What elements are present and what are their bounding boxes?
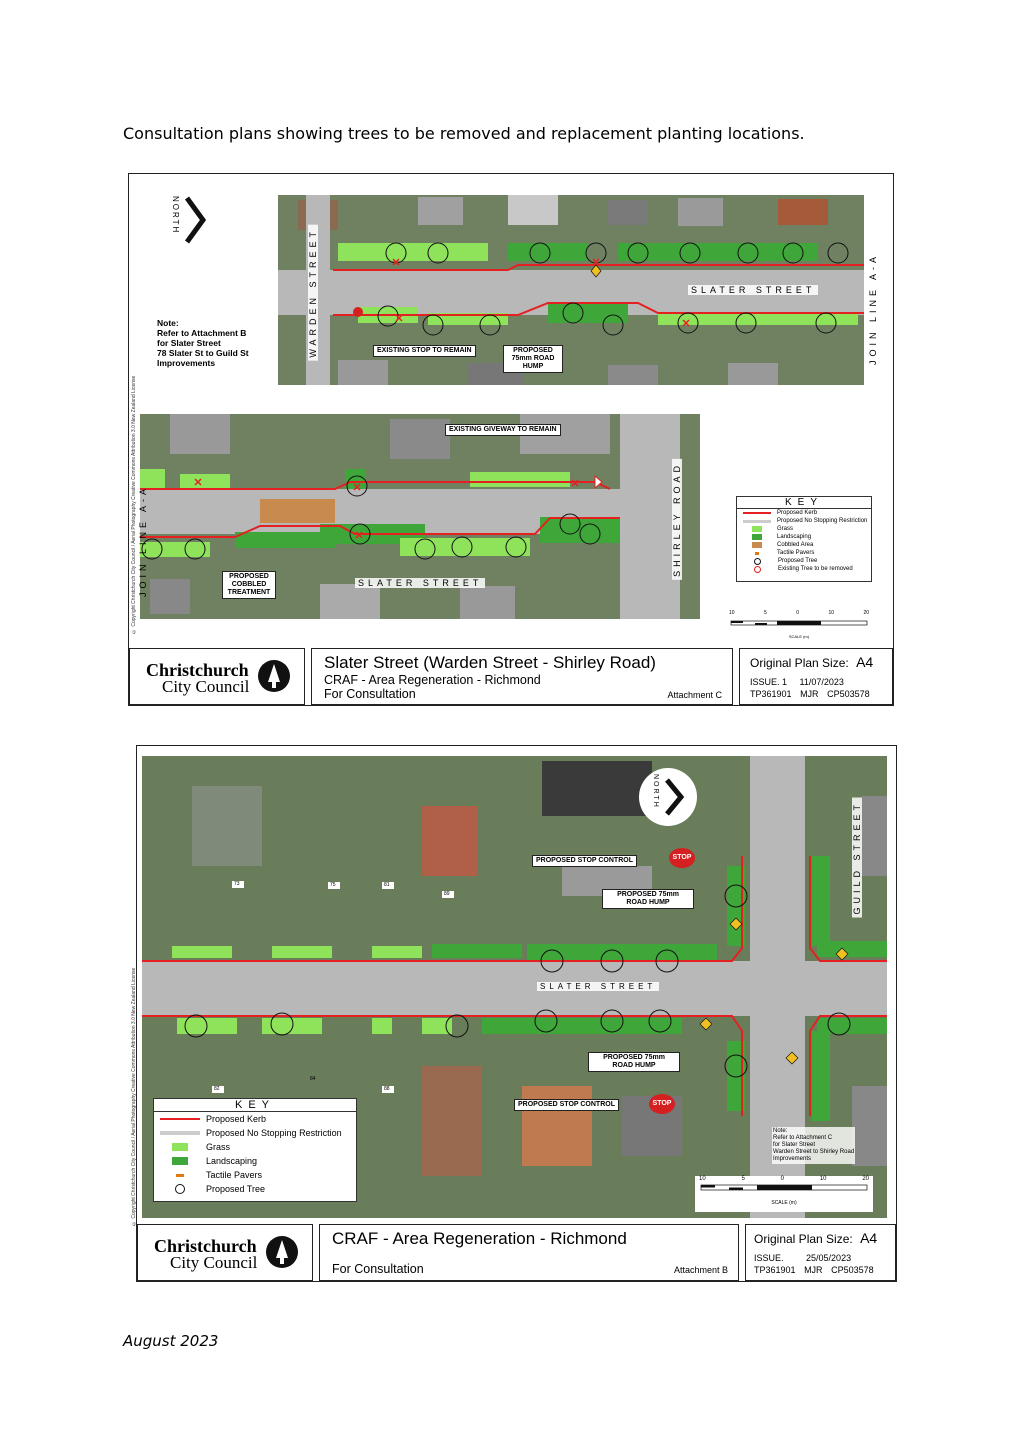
plan2-key: KEY Proposed Kerb Proposed No Stopping Restriction Grass Landscaping Tactile Pavers Proposed Tree (153, 1098, 357, 1202)
plan2-swatch-landscaping (172, 1157, 188, 1165)
plan1-ref1: TP361901 (750, 689, 792, 699)
logo-text-line1: Christchurch (146, 660, 249, 680)
tree-removed-icon (754, 566, 761, 573)
plan2-logo-text-line2: City Council (170, 1253, 258, 1272)
plan1-logo-block (129, 648, 305, 705)
label-cobbled-treatment: PROPOSED COBBLED TREATMENT (222, 571, 276, 599)
plan1-copyright: © Copyright Christchurch City Council / Aerial Photography Creative Commons Attribution 3.0 New Zealand License (131, 375, 137, 634)
plan2-attachment: Attachment B (673, 1265, 728, 1275)
plan1-scale-bar: 10 5 0 10 20 SCALE (m) (729, 610, 869, 639)
plan2-purpose: For Consultation (332, 1262, 424, 1276)
plan2-date: 25/05/2023 (806, 1253, 852, 1263)
plan2-logo-text-line1: Christchurch (154, 1236, 257, 1256)
document-date: August 2023 (123, 1332, 219, 1350)
join-line-label-left: JOIN LINE A-A (138, 485, 148, 598)
plan2-north-arrow-icon (639, 768, 697, 826)
swatch-tactile (755, 552, 759, 555)
plan2-north-label: NORTH (652, 774, 659, 809)
plan2-title: CRAF - Area Regeneration - Richmond (332, 1229, 627, 1248)
plan2-copyright: © Copyright Christchurch City Council / Aerial Photography Creative Commons Attribution 3.0 New Zealand License (131, 967, 137, 1226)
plan2-label-hump-top: PROPOSED 75mm ROAD HUMP (602, 889, 694, 909)
intro-text: Consultation plans showing trees to be removed and replacement planting locations. (123, 124, 805, 143)
plan2-map: NORTH SLATER STREET GUILD STREET PROPOSED STOP CONTROL STOP PROPOSED 75mm ROAD HUMP PROPOSED 75mm ROAD HUMP PROPOSED STOP CONTROL STOP Note: Refer to Attachment C for Slater Street Warden Street to Shirley Road Improvements 73 75 81 89 82 88 84 (142, 756, 887, 1218)
plan1-map-upper (278, 195, 878, 385)
plan1-note: Note: Refer to Attachment B for Slater Street 78 Slater St to Guild St Improvements (157, 318, 249, 368)
north-label: NORTH (171, 196, 180, 235)
plan2-slater-street-label: SLATER STREET (537, 982, 659, 991)
plan2-label-stop-bottom: PROPOSED STOP CONTROL (514, 1099, 619, 1111)
label-existing-stop: EXISTING STOP TO REMAIN (373, 345, 476, 357)
plan2-title-block (319, 1224, 739, 1281)
plan2-plan-size: A4 (860, 1230, 878, 1246)
warden-street-label: WARDEN STREET (308, 225, 318, 361)
plan-sheet-2 (131, 745, 897, 1282)
swatch-no-stopping (743, 520, 771, 523)
plan-sheet-1 (128, 173, 894, 706)
plan1-attachment: Attachment C (667, 690, 722, 700)
stop-sign-icon-bottom: STOP (649, 1094, 675, 1114)
plan2-label-stop-top: PROPOSED STOP CONTROL (532, 855, 637, 867)
plan1-map-lower (140, 414, 700, 619)
label-existing-giveway: EXISTING GIVEWAY TO REMAIN (445, 424, 561, 436)
plan1-title: Slater Street (Warden Street - Shirley Road) (324, 653, 656, 672)
shirley-road-label: SHIRLEY ROAD (672, 459, 682, 580)
plan2-ref3: CP503578 (831, 1265, 874, 1275)
swatch-kerb (743, 512, 771, 514)
plan2-ref1: TP361901 (754, 1265, 796, 1275)
plan2-scale-bar: 10 5 0 10 20 SCALE (m) (695, 1176, 873, 1212)
plan2-council-logo-icon (264, 1234, 300, 1270)
stop-sign-icon-top: STOP (669, 848, 695, 868)
plan2-plan-size-label: Original Plan Size: (754, 1232, 853, 1246)
plan1-date: 11/07/2023 (799, 677, 844, 687)
slater-street-label-upper: SLATER STREET (688, 285, 818, 295)
plan2-guild-street-label: GUILD STREET (852, 798, 862, 918)
swatch-landscaping (752, 534, 762, 540)
plan1-subtitle: CRAF - Area Regeneration - Richmond (324, 673, 541, 687)
plan2-swatch-no-stopping (160, 1131, 200, 1135)
slater-street-label-lower: SLATER STREET (355, 578, 485, 588)
council-logo-icon (256, 658, 292, 694)
plan2-tree-icon (175, 1184, 185, 1194)
plan1-purpose: For Consultation (324, 687, 416, 701)
plan2-key-title: KEY (154, 1099, 356, 1112)
plan1-title-block (311, 648, 733, 705)
plan-size: A4 (856, 654, 874, 670)
plan2-issue: ISSUE. (754, 1253, 784, 1263)
logo-text-line2: City Council (162, 677, 250, 696)
tree-icon (754, 558, 761, 565)
join-line-label-right: JOIN LINE A-A (868, 253, 878, 366)
swatch-cobbled (752, 542, 762, 548)
swatch-grass (752, 526, 762, 532)
plan1-issue: ISSUE. 1 (750, 677, 788, 687)
plan1-info-block (739, 648, 893, 705)
plan2-swatch-tactile (176, 1174, 184, 1177)
key-title: KEY (737, 497, 871, 509)
plan1-ref3: CP503578 (827, 689, 870, 699)
plan2-info-block (745, 1224, 896, 1281)
plan2-note: Note: Refer to Attachment C for Slater Street Warden Street to Shirley Road Improvements (773, 1128, 855, 1162)
plan2-swatch-kerb (160, 1118, 200, 1120)
plan2-swatch-grass (172, 1143, 188, 1151)
plan-size-label: Original Plan Size: (750, 656, 849, 670)
plan1-ref2: MJR (800, 689, 819, 699)
plan2-logo-block (137, 1224, 313, 1281)
label-proposed-hump: PROPOSED 75mm ROAD HUMP (503, 345, 563, 373)
plan2-label-hump-bottom: PROPOSED 75mm ROAD HUMP (588, 1052, 680, 1072)
plan2-ref2: MJR (804, 1265, 823, 1275)
plan1-key: KEY Proposed Kerb Proposed No Stopping Restriction Grass Landscaping Cobbled Area Tactile Pavers Proposed Tree Existing Tree to be removed (736, 496, 872, 582)
